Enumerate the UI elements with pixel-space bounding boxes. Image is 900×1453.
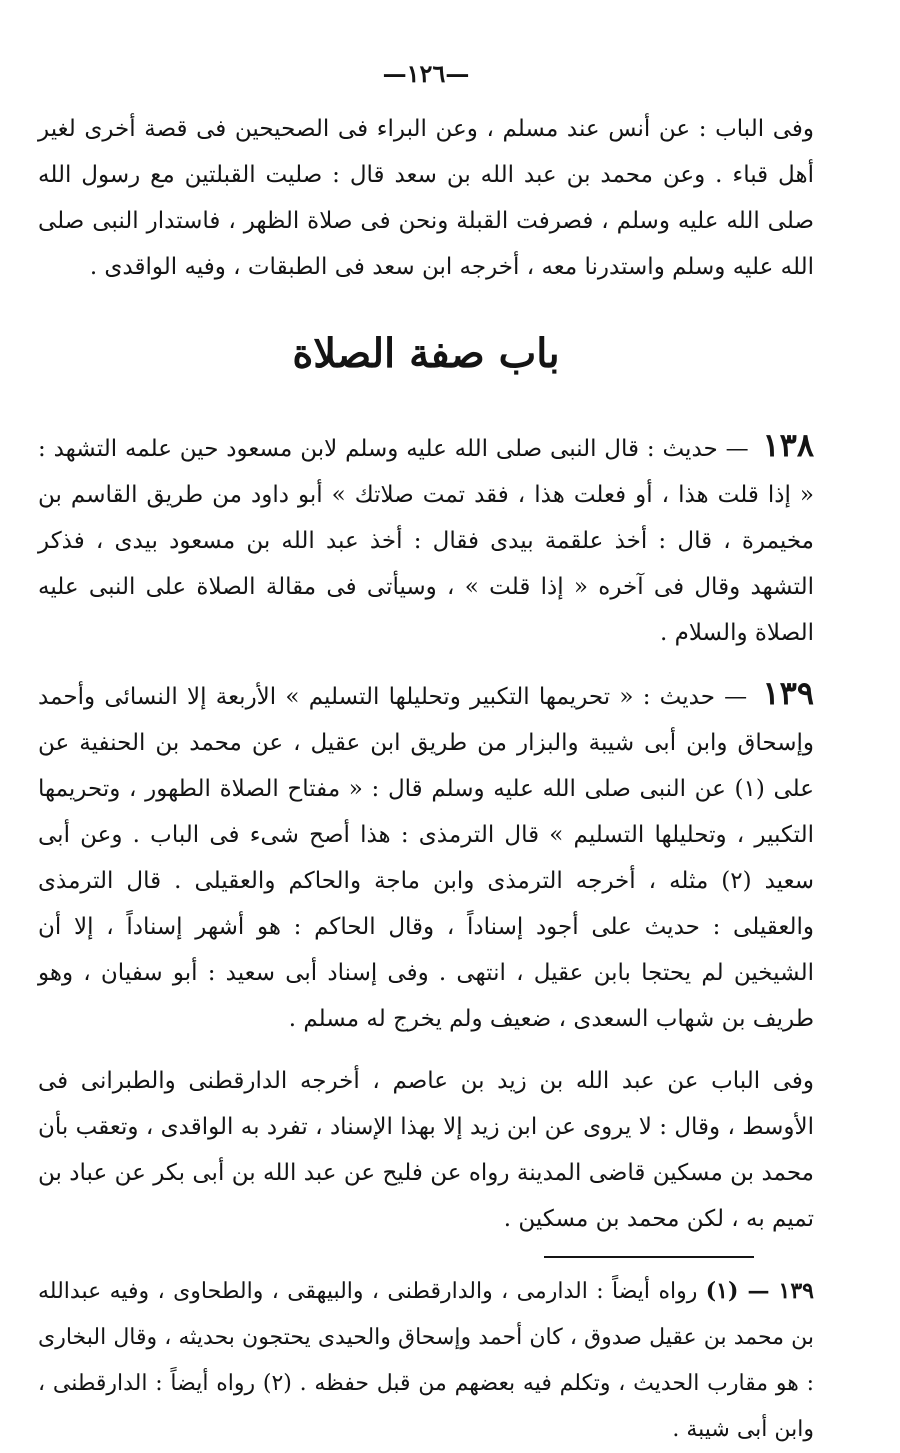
hadith-text: — حديث : قال النبى صلى الله عليه وسلم لابن مسعود حين علمه التشهد : « إذا قلت هذا ، أو فعلت هذا ، فقد تمت صلاتك » أبو داود من طريق القاسم بن مخيمرة ، قال : أخذ علقمة بيدى فقال : أخذ عبد الله بن مسعود بيدى ، فذكر التشهد وقال فى آخره « إذا قلت » ، وسيأتى فى مقالة الصلاة على النبى عليه الصلاة والسلام .: [38, 436, 814, 646]
footnote-text: رواه أيضاً : الدارمى ، والدارقطنى ، والبيهقى ، والطحاوى ، وفيه عبدالله بن محمد بن عقيل صدوق ، كان أحمد وإسحاق والحيدى يحتجون بحديثه ، وقال البخارى : هو مقارب الحديث ، وتكلم فيه بعضهم من قبل حفظه . (٢) رواه أيضاً : الدارقطنى ، وابن أبى شيبة .: [38, 1279, 814, 1442]
intro-paragraph: وفى الباب : عن أنس عند مسلم ، وعن البراء فى الصحيحين فى قصة أخرى لغير أهل قباء . وعن محمد بن عبد الله بن سعد قال : صليت القبلتين مع رسول الله صلى الله عليه وسلم ، فصرفت القبلة ونحن فى صلاة الظهر ، فاستدار النبى صلى الله عليه وسلم واستدرنا معه ، أخرجه ابن سعد فى الطبقات ، وفيه الواقدى .: [38, 116, 814, 280]
footnote-divider: [544, 1256, 754, 1258]
hadith-number: ١٣٩: [762, 674, 814, 712]
footnotes: [38, 1268, 814, 1453]
hadith-text: — حديث : « تحريمها التكبير وتحليلها التسليم » الأربعة إلا النسائى وأحمد وإسحاق وابن أبى شيبة والبزار من طريق ابن عقيل ، عن محمد بن الحنفية عن على (١) عن النبى صلى الله عليه وسلم قال : « مفتاح الصلاة الطهور ، وتحريمها التكبير ، وتحليلها التسليم » قال الترمذى : هذا أصح شىء فى الباب . وعن أبى سعيد (٢) مثله ، أخرجه الترمذى وابن ماجة والحاكم والعقيلى . قال الترمذى والعقيلى : حديث على أجود إسناداً ، وقال الحاكم : هو أشهر إسناداً ، إلا أن الشيخين لم يحتجا بابن عقيل ، انتهى . وفى إسناد أبى سعيد : أبو سفيان ، وهو طريف بن شهاب السعدى ، ضعيف ولم يخرج له مسلم .: [38, 684, 815, 1032]
hadith-139: [38, 670, 814, 1042]
page-number: —١٢٦—: [382, 59, 470, 88]
hadith-138: [38, 422, 814, 656]
footnote-139: [38, 1268, 814, 1453]
footnote-label: ١٣٩ — (١): [705, 1278, 814, 1304]
document-page: [38, 52, 814, 1453]
hadith-number: ١٣٨: [762, 426, 815, 464]
bab-paragraph: وفى الباب عن عبد الله بن زيد بن عاصم ، أخرجه الدارقطنى والطبرانى فى الأوسط ، وقال : لا يروى عن ابن زيد إلا بهذا الإسناد ، تفرد به الواقدى ، وتعقب بأن محمد بن مسكين قاضى المدينة رواه عن فليح عن عبد الله بن أبى بكر عن عباد بن تميم به ، لكن محمد بن مسكين .: [38, 1068, 814, 1232]
chapter-heading: باب صفة الصلاة: [292, 330, 560, 377]
